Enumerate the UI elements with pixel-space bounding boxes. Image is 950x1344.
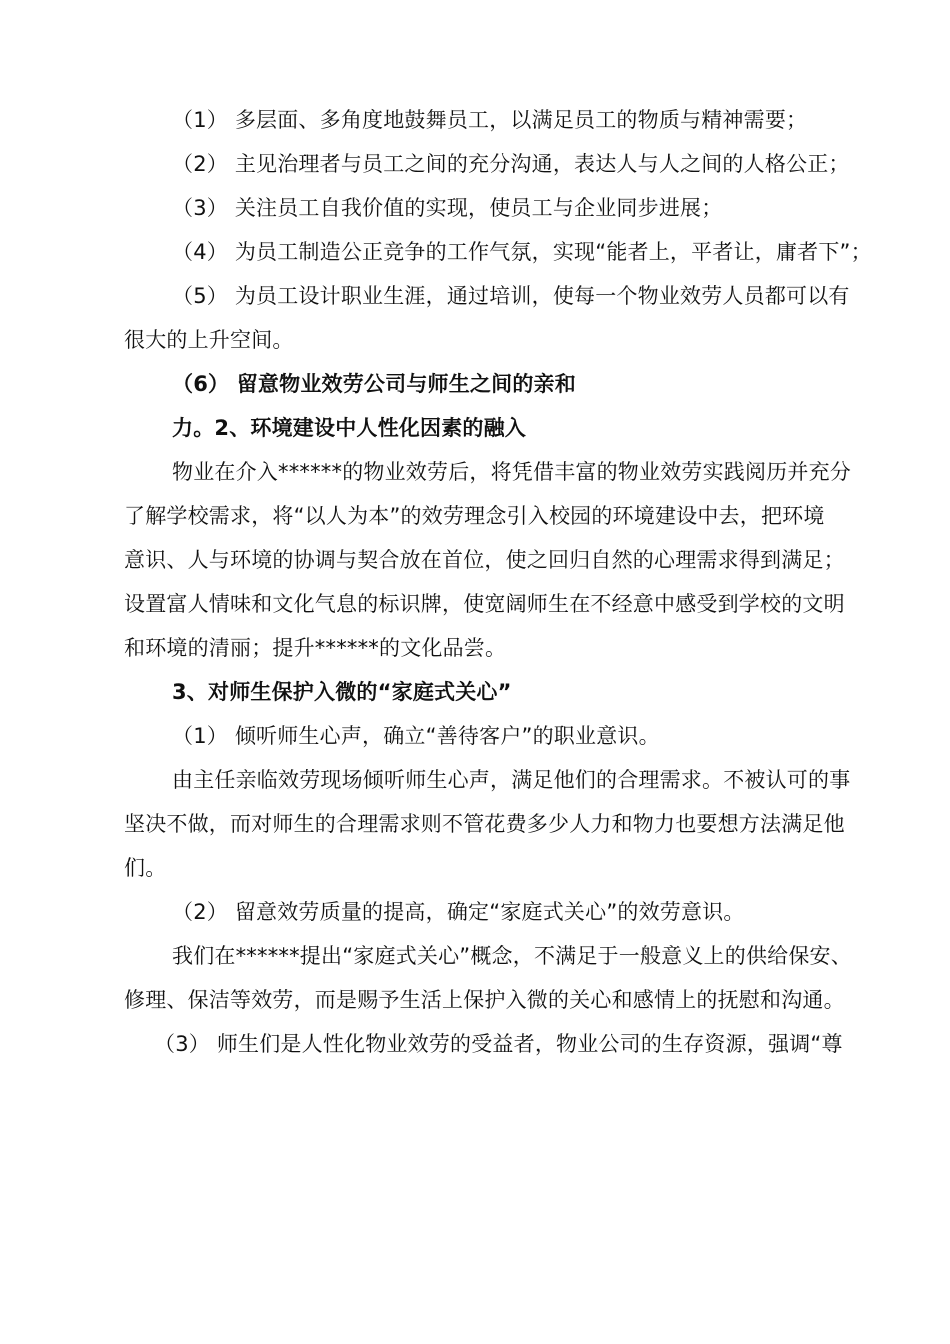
paragraph-item-5-continuation: 很大的上升空间。 <box>124 328 294 352</box>
paragraph-item-4: （4） 为员工制造公正竞争的工作气氛，实现“能者上，平者让，庸者下”； <box>172 240 872 264</box>
body-paragraph-line: 修理、保洁等效劳，而是赐予生活上保护入微的关心和感情上的抚慰和沟通。 <box>124 988 845 1012</box>
body-paragraph-line: 了解学校需求，将“以人为本”的效劳理念引入校园的环境建设中去，把环境 <box>124 504 825 528</box>
body-paragraph-line: 和环境的清丽；提升******的文化品尝。 <box>124 636 507 660</box>
sub-item-3: （3） 师生们是人性化物业效劳的受益者，物业公司的生存资源，强调“尊 <box>154 1032 843 1056</box>
body-paragraph-line: 坚决不做，而对师生的合理需求则不管花费多少人力和物力也要想方法满足他 <box>124 812 845 836</box>
paragraph-item-2: （2） 主见治理者与员工之间的充分沟通，表达人与人之间的人格公正； <box>172 152 850 176</box>
body-paragraph-line: 物业在介入******的物业效劳后，将凭借丰富的物业效劳实践阅历并充分 <box>172 460 851 484</box>
paragraph-item-6: （6） 留意物业效劳公司与师生之间的亲和 <box>172 372 576 396</box>
section-heading-3: 3、对师生保护入微的“家庭式关心” <box>172 680 512 704</box>
sub-item-2: （2） 留意效劳质量的提高，确定“家庭式关心”的效劳意识。 <box>172 900 745 924</box>
paragraph-item-3: （3） 关注员工自我价值的实现，使员工与企业同步进展； <box>172 196 723 220</box>
section-heading-2: 力。2、环境建设中人性化因素的融入 <box>172 416 527 440</box>
paragraph-item-1: （1） 多层面、多角度地鼓舞员工，以满足员工的物质与精神需要； <box>172 108 808 132</box>
sub-item-1: （1） 倾听师生心声，确立“善待客户”的职业意识。 <box>172 724 660 748</box>
body-paragraph-line: 我们在******提出“家庭式关心”概念，不满足于一般意义上的供给保安、 <box>172 944 852 968</box>
paragraph-item-5: （5） 为员工设计职业生涯，通过培训，使每一个物业效劳人员都可以有 <box>172 284 850 308</box>
body-paragraph-line: 由主任亲临效劳现场倾听师生心声，满足他们的合理需求。不被认可的事 <box>172 768 851 792</box>
body-paragraph-line: 设置富人情味和文化气息的标识牌，使宽阔师生在不经意中感受到学校的文明 <box>124 592 845 616</box>
body-paragraph-line: 意识、人与环境的协调与契合放在首位，使之回归自然的心理需求得到满足； <box>124 548 845 572</box>
body-paragraph-line: 们。 <box>124 856 167 880</box>
